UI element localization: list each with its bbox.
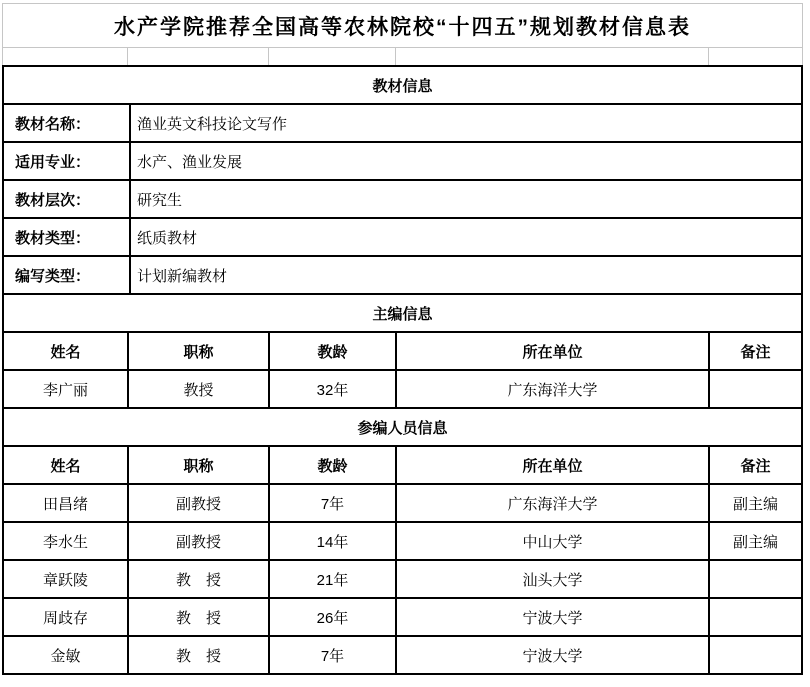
grid-spacer-row (2, 48, 803, 65)
grid-spacer-cell (128, 48, 269, 65)
cell-title: 教 授 (129, 599, 270, 635)
cell-unit: 广东海洋大学 (397, 485, 710, 521)
cell-years: 7年 (270, 637, 397, 673)
section-header-chief-editor: 主编信息 (4, 295, 801, 333)
cell-years: 32年 (270, 371, 397, 407)
field-label: 编写类型： (4, 257, 131, 293)
participants-header-row (4, 447, 801, 485)
cell-name: 章跃陵 (4, 561, 129, 597)
cell-title: 副教授 (129, 523, 270, 559)
document-title: 水产学院推荐全国高等农林院校“十四五”规划教材信息表 (2, 3, 803, 48)
cell-note (710, 561, 801, 597)
section-header-participants: 参编人员信息 (4, 409, 801, 447)
cell-note: 副主编 (732, 533, 778, 551)
cell-unit: 汕头大学 (397, 561, 710, 597)
cell-title: 教 授 (129, 637, 270, 673)
main-table (2, 65, 803, 675)
field-row-writing-type (4, 257, 801, 295)
cell-unit: 中山大学 (397, 523, 710, 559)
field-value: 水产、渔业发展 (137, 153, 243, 171)
cell-note (710, 637, 801, 673)
table-row-participant (4, 485, 801, 523)
cell-note (710, 371, 801, 407)
cell-title: 教授 (129, 371, 270, 407)
field-value: 计划新编教材 (137, 267, 228, 285)
cell-name: 周歧存 (4, 599, 129, 635)
grid-spacer-cell (709, 48, 802, 65)
cell-years: 7年 (270, 485, 397, 521)
section-header-textbook-info: 教材信息 (4, 67, 801, 105)
cell-title: 副教授 (129, 485, 270, 521)
field-label: 适用专业： (4, 143, 131, 179)
cell-name: 李广丽 (4, 371, 129, 407)
field-row-level (4, 181, 801, 219)
column-header-name: 姓名 (4, 333, 129, 369)
grid-spacer-cell (396, 48, 709, 65)
chief-editor-header-row (4, 333, 801, 371)
column-header-years: 教龄 (270, 447, 397, 483)
cell-years: 21年 (270, 561, 397, 597)
field-label: 教材名称： (4, 105, 131, 141)
column-header-note: 备注 (740, 457, 771, 475)
cell-unit: 宁波大学 (397, 599, 710, 635)
field-row-textbook-name (4, 105, 801, 143)
field-label: 教材层次： (4, 181, 131, 217)
column-header-years: 教龄 (270, 333, 397, 369)
cell-name: 金敏 (4, 637, 129, 673)
field-row-type (4, 219, 801, 257)
column-header-unit: 所在单位 (397, 447, 710, 483)
field-value: 纸质教材 (137, 229, 198, 247)
table-row-participant (4, 561, 801, 599)
cell-name: 李水生 (4, 523, 129, 559)
column-header-note: 备注 (740, 343, 771, 361)
field-label: 教材类型： (4, 219, 131, 255)
grid-spacer-cell (269, 48, 396, 65)
column-header-title: 职称 (129, 447, 270, 483)
cell-unit: 宁波大学 (397, 637, 710, 673)
field-row-major (4, 143, 801, 181)
cell-title: 教 授 (129, 561, 270, 597)
field-value: 研究生 (137, 191, 183, 209)
column-header-name: 姓名 (4, 447, 129, 483)
table-row-participant (4, 523, 801, 561)
field-value: 渔业英文科技论文写作 (137, 115, 288, 133)
table-row-chief-editor (4, 371, 801, 409)
column-header-title: 职称 (129, 333, 270, 369)
cell-note: 副主编 (732, 495, 778, 513)
cell-name: 田昌绪 (4, 485, 129, 521)
grid-spacer-cell (3, 48, 128, 65)
column-header-unit: 所在单位 (397, 333, 710, 369)
document-sheet (2, 3, 803, 675)
cell-years: 14年 (270, 523, 397, 559)
cell-unit: 广东海洋大学 (397, 371, 710, 407)
cell-note (710, 599, 801, 635)
table-row-participant (4, 637, 801, 673)
table-row-participant (4, 599, 801, 637)
cell-years: 26年 (270, 599, 397, 635)
